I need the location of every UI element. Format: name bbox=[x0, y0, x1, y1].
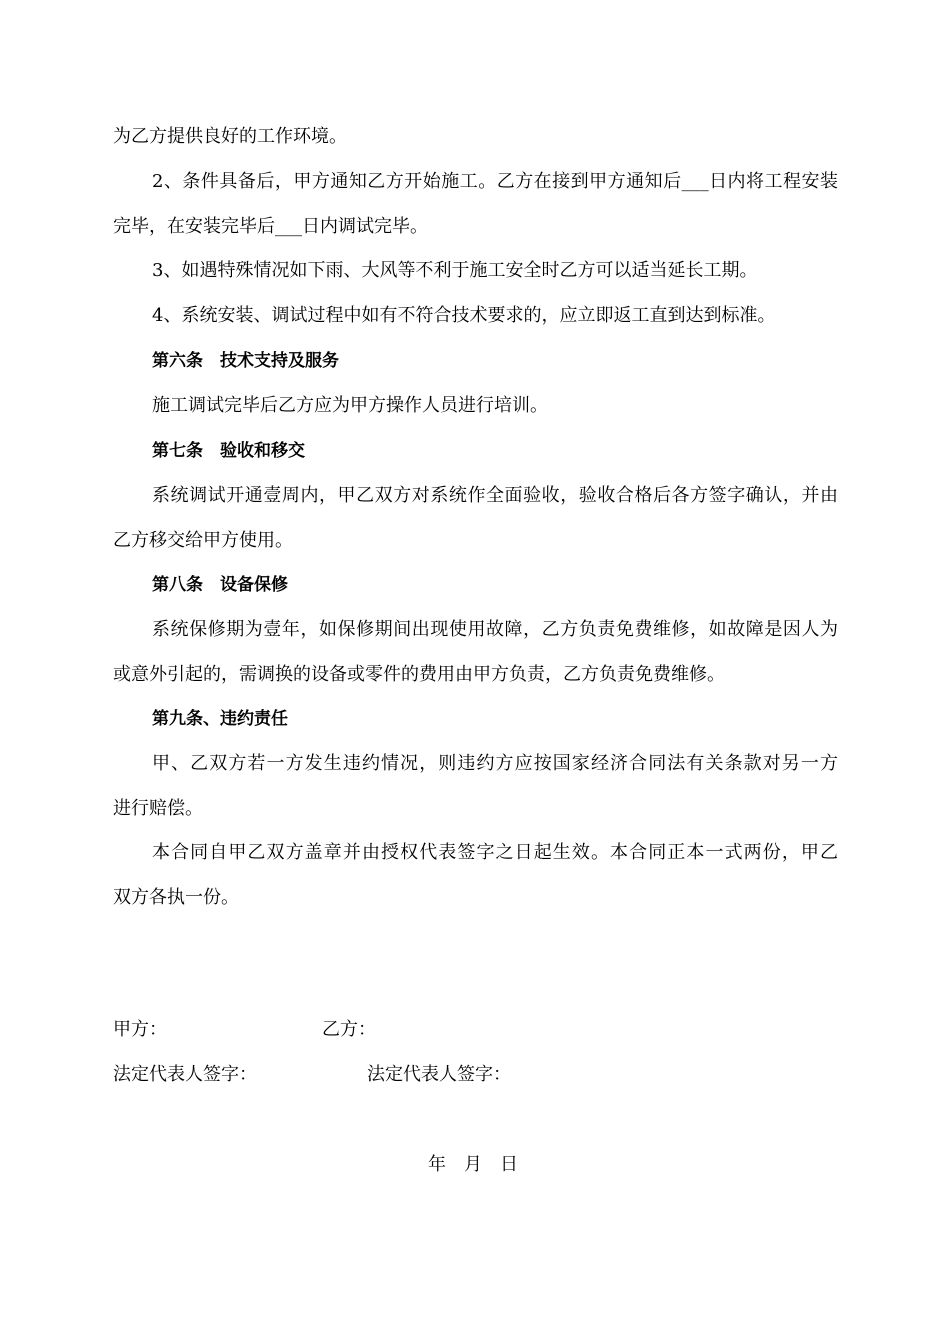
section-heading: 第九条、违约责任 bbox=[152, 709, 288, 729]
section-heading: 第六条 技术支持及服务 bbox=[152, 351, 339, 371]
paragraph-line: 系统调试开通壹周内，甲乙双方对系统作全面验收，验收合格后各方签字确认，并由 bbox=[152, 485, 838, 506]
section-heading: 第七条 验收和移交 bbox=[152, 441, 305, 461]
paragraph-line: 甲、乙双方若一方发生违约情况，则违约方应按国家经济合同法有关条款对另一方 bbox=[152, 753, 838, 774]
paragraph-line: 乙方移交给甲方使用。 bbox=[113, 530, 293, 551]
paragraph-line: 完毕，在安装完毕后___日内调试完毕。 bbox=[113, 216, 428, 237]
signing-date: 年 月 日 bbox=[428, 1154, 518, 1175]
paragraph-line: 3、如遇特殊情况如下雨、大风等不利于施工安全时乙方可以适当延长工期。 bbox=[152, 260, 758, 281]
paragraph-line: 施工调试完毕后乙方应为甲方操作人员进行培训。 bbox=[152, 395, 548, 416]
section-heading: 第八条 设备保修 bbox=[152, 575, 288, 595]
paragraph-line: 2、条件具备后，甲方通知乙方开始施工。乙方在接到甲方通知后___日内将工程安装 bbox=[152, 171, 838, 192]
paragraph-line: 为乙方提供良好的工作环境。 bbox=[113, 126, 347, 147]
paragraph-line: 4、系统安装、调试过程中如有不符合技术要求的，应立即返工直到达到标准。 bbox=[152, 305, 776, 326]
paragraph-line: 或意外引起的，需调换的设备或零件的费用由甲方负责，乙方负责免费维修。 bbox=[113, 664, 725, 685]
party-b-representative-label: 法定代表人签字： bbox=[367, 1064, 511, 1085]
party-b-label: 乙方： bbox=[322, 1019, 376, 1040]
paragraph-line: 双方各执一份。 bbox=[113, 887, 239, 908]
paragraph-line: 本合同自甲乙双方盖章并由授权代表签字之日起生效。本合同正本一式两份，甲乙 bbox=[152, 842, 838, 863]
party-a-representative-label: 法定代表人签字： bbox=[113, 1064, 257, 1085]
paragraph-line: 进行赔偿。 bbox=[113, 798, 203, 819]
paragraph-line: 系统保修期为壹年，如保修期间出现使用故障，乙方负责免费维修，如故障是因人为 bbox=[152, 619, 838, 640]
party-a-label: 甲方： bbox=[113, 1019, 167, 1040]
